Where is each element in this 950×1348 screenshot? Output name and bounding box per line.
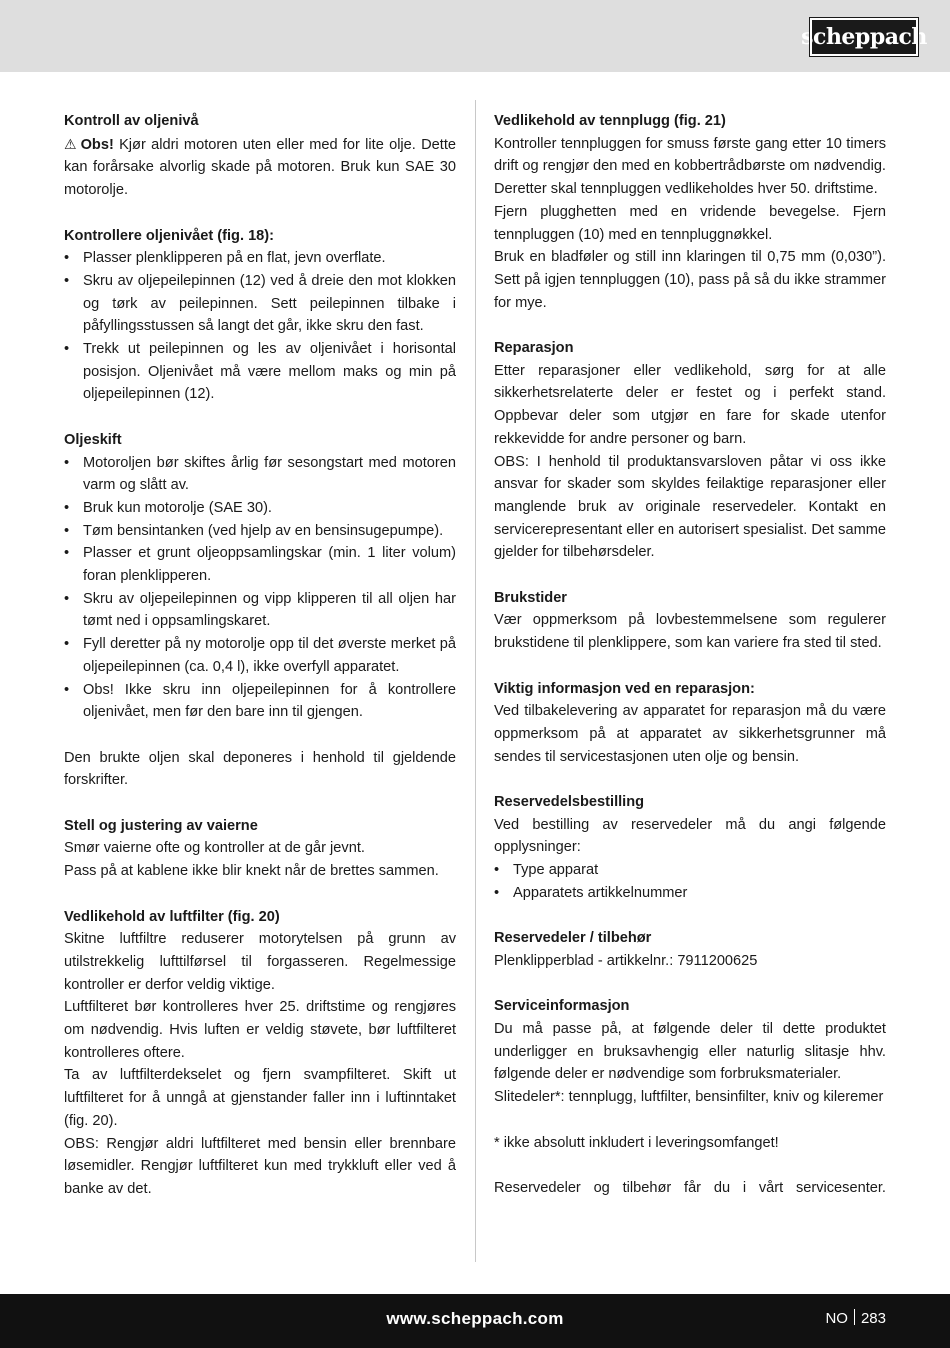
bullet-list bbox=[64, 247, 456, 406]
section-heading: Reservedelsbestilling bbox=[494, 794, 645, 811]
section-oil-disposal bbox=[64, 747, 456, 792]
paragraph: * ikke absolutt inkludert i leveringsomfanget! bbox=[494, 1134, 779, 1151]
list-item: • Trekk ut peilepinnen og les av oljenivået i horisontal posisjon. Oljenivået må være mellom maks og min på oljepeilepinnen (12). bbox=[64, 338, 456, 406]
section-heading: Kontroll av oljenivå bbox=[64, 113, 199, 129]
list-item: • Skru av oljepeilepinnen og vipp klipperen til all oljen har tømt ned i oppsamlingskaret. bbox=[64, 588, 456, 633]
list-item: • Skru av oljepeilepinnen (12) ved å dreie den mot klokken og tørk av peilepinnen. Sett peilepinnen tilbake i påfyllingsstussen så langt det går, ikke skru den fast. bbox=[64, 270, 456, 338]
separator bbox=[854, 1309, 855, 1325]
section-cable-care bbox=[64, 815, 456, 883]
paragraph: Ved tilbakelevering av apparatet for reparasjon må du være oppmerksom på at apparatet av sikkerhetsgrunner må sendes til servicestasjonen uten olje og bensin. bbox=[494, 703, 886, 765]
warning-triangle-icon: ⚠ bbox=[64, 135, 77, 152]
logo-text: scheppach bbox=[801, 24, 927, 50]
section-heading: Serviceinformasjon bbox=[494, 998, 630, 1015]
website-url: www.scheppach.com bbox=[386, 1309, 564, 1328]
list-item: • Tøm bensintanken (ved hjelp av en bensinsugepumpe). bbox=[64, 520, 456, 543]
paragraph: OBS: I henhold til produktansvarsloven påtar vi oss ikke ansvar for skader som skyldes feilaktige reparasjoner eller manglende bruk av originale reservedeler. Kontakt en servicerepresentant eller en autorisert spesialist. Det samme gjelder for tilbehørsdeler. bbox=[494, 453, 886, 561]
paragraph: Reservedeler og tilbehør får du i vårt servicesenter. bbox=[494, 1179, 886, 1196]
column-divider bbox=[475, 100, 476, 1262]
section-heading: Vedlikehold av tennplugg (fig. 21) bbox=[494, 113, 726, 129]
section-heading: Brukstider bbox=[494, 589, 567, 606]
left-column bbox=[64, 110, 456, 1223]
section-service-center bbox=[494, 1177, 886, 1200]
paragraph: Luftfilteret bør kontrolleres hver 25. driftstime og rengjøres om nødvendig. Hvis luften er veldig støvete, bør luftfilteret kontrolleres oftere. bbox=[64, 999, 456, 1061]
section-usage-times bbox=[494, 587, 886, 655]
section-footnote bbox=[494, 1132, 886, 1155]
paragraph: OBS: Rengjør aldri luftfilteret med bensin eller brennbare løsemidler. Rengjør luftfilteret kun med trykkluft eller ved å banke av det. bbox=[64, 1135, 456, 1197]
bullet-list bbox=[64, 452, 456, 724]
oil-warning-paragraph bbox=[64, 133, 456, 202]
list-item: • Bruk kun motorolje (SAE 30). bbox=[64, 497, 456, 520]
list-item: • Type apparat bbox=[494, 859, 886, 882]
page-header bbox=[0, 0, 950, 72]
list-item: • Apparatets artikkelnummer bbox=[494, 882, 886, 905]
list-item: • Plasser plenklipperen på en flat, jevn overflate. bbox=[64, 247, 456, 270]
list-item: • Obs! Ikke skru inn oljepeilepinnen for å kontrollere oljenivået, men før den bare inn til gjengen. bbox=[64, 679, 456, 724]
section-service-info bbox=[494, 995, 886, 1109]
section-heading: Kontrollere oljenivået (fig. 18): bbox=[64, 227, 275, 244]
section-oil-level-check bbox=[64, 110, 456, 202]
section-air-filter bbox=[64, 906, 456, 1201]
section-repair bbox=[494, 337, 886, 564]
warning-label: Obs! bbox=[80, 136, 114, 153]
paragraph: Vær oppmerksom på lovbestemmelsene som regulerer brukstidene til plenklippere, som kan variere fra sted til sted. bbox=[494, 612, 886, 652]
page-number bbox=[825, 1294, 886, 1348]
section-spark-plug bbox=[494, 110, 886, 314]
section-spare-parts-order bbox=[494, 791, 886, 905]
page-footer bbox=[0, 1294, 950, 1348]
paragraph: Pass på at kablene ikke blir knekt når de brettes sammen. bbox=[64, 863, 439, 880]
section-heading: Reservedeler / tilbehør bbox=[494, 930, 652, 947]
section-heading: Vedlikehold av luftfilter (fig. 20) bbox=[64, 908, 280, 925]
paragraph: Du må passe på, at følgende deler til dette produktet underligger en bruksavhengig eller naturlig slitasje hhv. følgende deler er nødvendige som forbruksmaterialer. bbox=[494, 1021, 886, 1083]
section-heading: Oljeskift bbox=[64, 431, 122, 448]
section-check-oil-level bbox=[64, 225, 456, 407]
section-repair-info bbox=[494, 678, 886, 769]
paragraph: Etter reparasjoner eller vedlikehold, sørg for at alle sikkerhetsrelaterte deler er festet og i perfekt stand. Oppbevar deler som utgjør en fare for skade utenfor rekkevidde for andre personer og barn. bbox=[494, 362, 886, 447]
section-heading: Reparasjon bbox=[494, 340, 574, 357]
paragraph: Plenklipperblad - artikkelnr.: 7911200625 bbox=[494, 952, 758, 969]
paragraph: Skitne luftfiltre reduserer motorytelsen på grunn av utilstrekkelig lufttilførsel til forgasseren. Regelmessige kontroller er derfor veldig viktige. bbox=[64, 931, 456, 993]
language-code: NO bbox=[825, 1310, 848, 1327]
section-spare-parts-accessories bbox=[494, 927, 886, 972]
paragraph: Ved bestilling av reservedeler må du angi følgende opplysninger: bbox=[494, 816, 886, 856]
right-column bbox=[494, 110, 886, 1222]
paragraph: Fjern plugghetten med en vridende bevegelse. Fjern tennpluggen (10) med en tennpluggnøkkel. bbox=[494, 203, 886, 243]
paragraph: Bruk en bladføler og still inn klaringen til 0,75 mm (0,030”). Sett på igjen tennpluggen (10), pass på så du ikke strammer for mye. bbox=[494, 249, 886, 311]
section-oil-change bbox=[64, 429, 456, 724]
page-number-value: 283 bbox=[860, 1310, 886, 1327]
list-item: • Plasser et grunt oljeoppsamlingskar (min. 1 liter volum) foran plenklipperen. bbox=[64, 542, 456, 587]
scheppach-logo bbox=[801, 18, 927, 56]
section-heading: Stell og justering av vaierne bbox=[64, 817, 258, 834]
bullet-list bbox=[494, 859, 886, 904]
paragraph: Den brukte oljen skal deponeres i henhold til gjeldende forskrifter. bbox=[64, 749, 456, 789]
paragraph: Ta av luftfilterdekselet og fjern svampfilteret. Skift ut luftfilteret for å unngå at gjenstander faller inn i luftinntaket (fig. 20). bbox=[64, 1067, 456, 1129]
section-heading: Viktig informasjon ved en reparasjon: bbox=[494, 680, 755, 697]
paragraph: Slitedeler*: tennplugg, luftfilter, bensinfilter, kniv og kileremer bbox=[494, 1089, 884, 1106]
paragraph: Kontroller tennpluggen for smuss første gang etter 10 timers drift og rengjør den med en kobbertrådbørste om nødvendig. Deretter skal tennpluggen vedlikeholdes hver 50. driftstime. bbox=[494, 135, 886, 198]
paragraph: Smør vaierne ofte og kontroller at de går jevnt. bbox=[64, 840, 365, 857]
list-item: • Motoroljen bør skiftes årlig før sesongstart med motoren varm og slått av. bbox=[64, 452, 456, 497]
warning-text: Kjør aldri motoren uten eller med for lite olje. Dette kan forårsake alvorlig skade på motoren. Bruk kun SAE 30 motorolje. bbox=[64, 136, 456, 199]
list-item: • Fyll deretter på ny motorolje opp til det øverste merket på oljepeilepinnen (ca. 0,4 l), ikke overfyll apparatet. bbox=[64, 633, 456, 678]
